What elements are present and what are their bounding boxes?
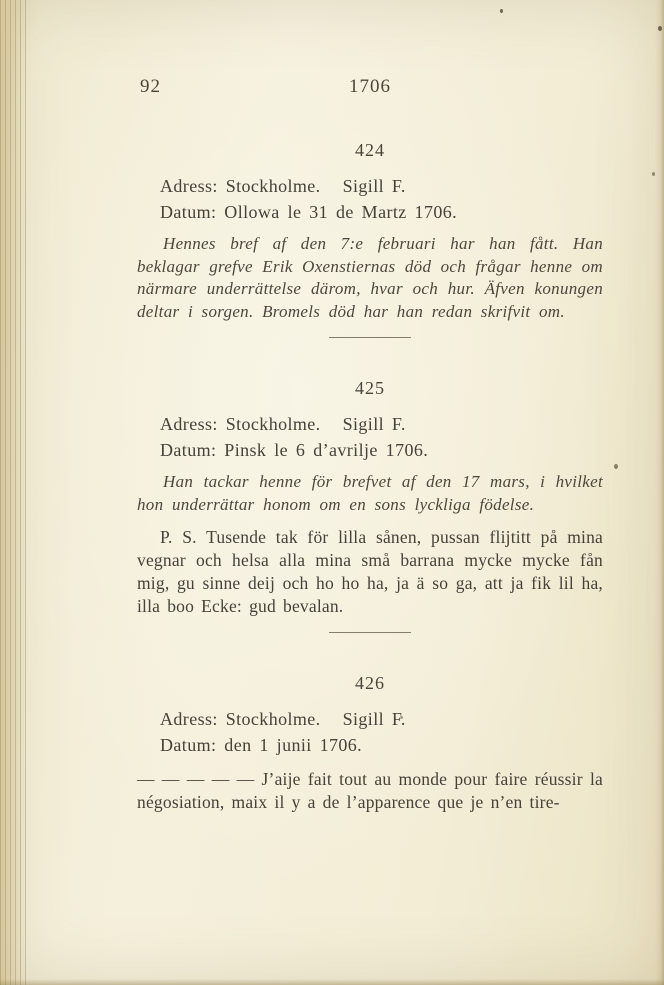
section-divider (329, 337, 411, 338)
letter-entry-424 (137, 140, 603, 323)
entry-postscript: P. S. Tusende tak för lilla sånen, pussan flijtitt på mina vegnar och helsa alla mina små barrana mycke mycke fån mig, gu sinne deij och ho ho ha, ja ä so ga, att ja fik lil ha, illa boo Ecke: gud bevalan. (137, 527, 603, 616)
page-number: 92 (140, 76, 161, 97)
entry-body: — — — — — J’aije fait tout au monde pour faire réussir la négosiation, maix il y a de l’apparence que je n’en tire- (137, 769, 603, 812)
datum-line: Datum: Ollowa le 31 de Martz 1706. (160, 202, 458, 222)
adress-value: Adress: Stockholme. (160, 176, 321, 196)
letter-entry-426 (137, 673, 603, 814)
datum-line: Datum: Pinsk le 6 d’avrilje 1706. (160, 440, 429, 460)
adress-value: Adress: Stockholme. (160, 709, 321, 729)
entry-number: 426 (355, 673, 385, 693)
entry-meta (137, 411, 603, 463)
sigill-value: Sigill F. (342, 176, 406, 196)
running-header (137, 0, 603, 98)
text-block (137, 0, 603, 814)
section-divider (329, 632, 411, 633)
entry-meta (137, 173, 603, 225)
sigill-value: Sigill F. (342, 414, 406, 434)
entry-summary: Han tackar henne för brefvet af den 17 mars, i hvilket hon underrättar honom om en sons lyckliga födelse. (137, 472, 603, 514)
year-header: 1706 (349, 76, 391, 97)
page-right-edge (655, 0, 664, 985)
page-speck (658, 26, 662, 31)
page-bottom-edge (0, 979, 664, 985)
entry-number: 425 (355, 378, 385, 398)
adress-line (160, 411, 603, 437)
entry-summary: Hennes bref af den 7:e februari har han fått. Han beklagar grefve Erik Oxenstiernas död och frågar henne om närmare underrättelse därom, hvar och hur. Äfven konungen deltar i sorgen. Bromels död har han redan skrifvit om. (137, 234, 603, 321)
entry-number: 424 (355, 140, 385, 160)
adress-value: Adress: Stockholme. (160, 414, 321, 434)
page-speck (614, 464, 618, 469)
entry-meta (137, 706, 603, 758)
datum-line: Datum: den 1 junii 1706. (160, 735, 363, 755)
book-binding-edge (0, 0, 30, 985)
adress-line (160, 706, 603, 732)
letter-entry-425 (137, 378, 603, 618)
page-speck (652, 172, 655, 176)
sigill-value: Sigill F. (342, 709, 406, 729)
adress-line (160, 173, 603, 199)
